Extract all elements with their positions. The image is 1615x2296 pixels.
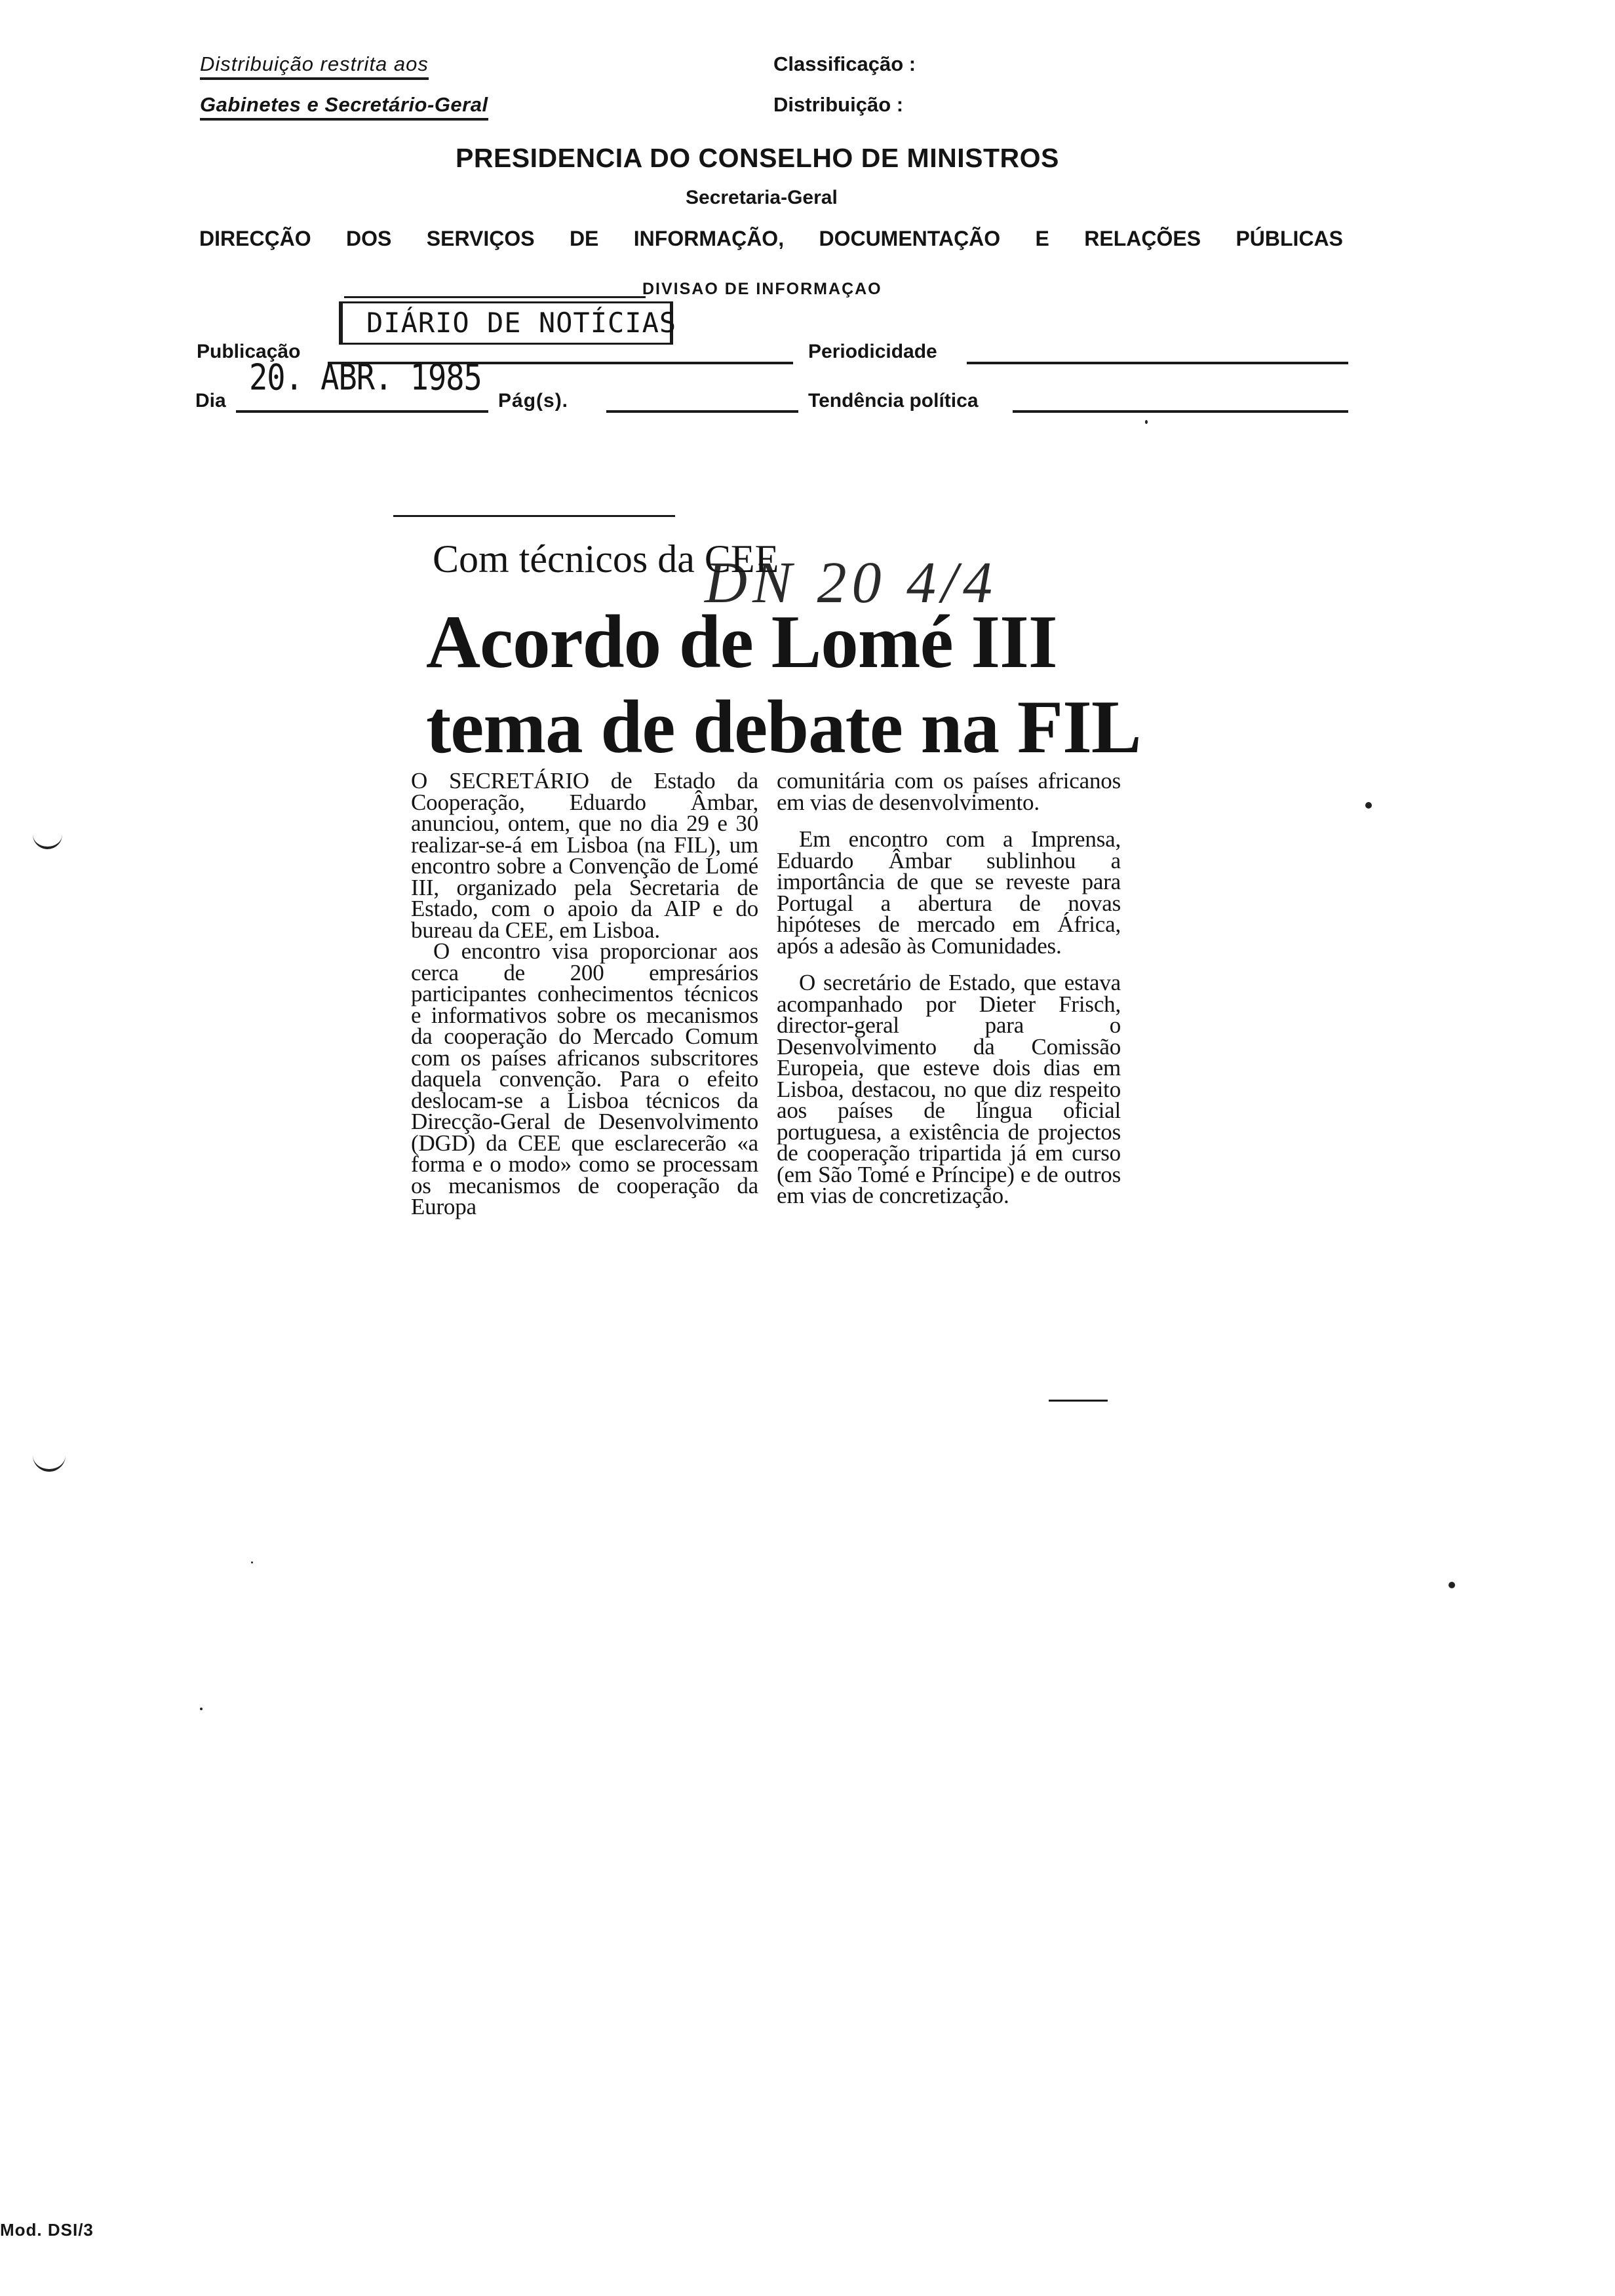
periodicity-line [967, 362, 1348, 364]
pages-line [606, 410, 798, 413]
distribution-label: Distribuição : [773, 93, 904, 116]
day-label: Dia [195, 390, 226, 411]
publication-stamp: DIÁRIO DE NOTÍCIAS [339, 301, 673, 345]
scan-speck [251, 1561, 253, 1563]
pages-label: Pág(s). [498, 390, 569, 411]
article-paragraph: O encontro visa proporcionar aos cerca de 200 empresários participantes conhecimentos técnicos e informativos sobre os mecanismos da cooperação do Mercado Comum com os países africanos subscritores daquela convenção. Para o efeito deslocam-se a Lisboa técnicos da Direcção-Geral de Desenvolvimento (DGD) da CEE que esclarecerão «a forma e o modo» como se processam os mecanismos de cooperação da Europa [411, 938, 758, 1219]
scan-speck [200, 1708, 203, 1710]
institution-name: PRESIDENCIA DO CONSELHO DE MINISTROS [456, 143, 1059, 173]
classification-label: Classificação : [773, 52, 916, 75]
scan-speck [1145, 420, 1148, 424]
publication-label: Publicação [197, 341, 301, 362]
date-stamp: 20. ABR. 1985 [249, 357, 482, 399]
scan-speck [1449, 1582, 1455, 1588]
form-code: Mod. DSI/3 [0, 2220, 94, 2240]
article-paragraph: O SECRETÁRIO de Estado da Cooperação, Eduardo Âmbar, anunciou, ontem, que no dia 29 e 30 realizar-se-á em Lisboa (na FIL), um encontro sobre a Convenção de Lomé III, organizado pela Secretaria de Estado, com o apoio da AIP e do bureau da CEE, em Lisboa. [411, 768, 758, 943]
distribution-note-line1: Distribuição restrita aos [200, 52, 429, 80]
article-column-2 [777, 768, 1121, 1208]
distribution-note-line2: Gabinetes e Secretário-Geral [200, 93, 488, 121]
political-tendency-line [1013, 410, 1348, 413]
article-end-rule [1049, 1400, 1108, 1402]
article-paragraph: comunitária com os países africanos em vias de desenvolvimento. [777, 768, 1121, 815]
clipping-top-rule [393, 515, 675, 517]
day-line [236, 410, 488, 413]
article-paragraph: Em encontro com a Imprensa, Eduardo Âmbar sublinhou a importância de que se reveste para Portugal a abertura de novas hipóteses de mercado em África, após a adesão às Comunidades. [777, 826, 1121, 959]
division-rule [344, 296, 646, 298]
secretariat-name: Secretaria-Geral [686, 187, 838, 208]
periodicity-label: Periodicidade [808, 341, 937, 362]
article-paragraph: O secretário de Estado, que estava acompanhado por Dieter Frisch, director-geral para o Desenvolvimento da Comissão Europeia, que esteve dois dias em Lisboa, destacou, no que diz respeito aos países de língua oficial portuguesa, a existência de projectos de cooperação tripartida já em curso (em São Tomé e Príncipe) e de outros em vias de concretização. [777, 970, 1121, 1208]
article-column-1 [411, 768, 758, 1219]
division-name: DIVISAO DE INFORMAÇAO [642, 280, 882, 298]
directorate-name: DIRECÇÃO DOS SERVIÇOS DE INFORMAÇÃO, DOCUMENTAÇÃO E RELAÇÕES PÚBLICAS [199, 227, 1343, 250]
article-headline-line1: Acordo de Lomé III [426, 600, 1057, 683]
scan-speck [1365, 802, 1372, 809]
scan-mark [33, 832, 62, 849]
article-kicker: Com técnicos da CEE [433, 537, 779, 581]
political-tendency-label: Tendência política [808, 390, 979, 411]
handwritten-reference: DN 20 4/4 [705, 550, 998, 615]
scan-mark [33, 1455, 66, 1472]
article-headline-line2: tema de debate na FIL [426, 685, 1141, 769]
